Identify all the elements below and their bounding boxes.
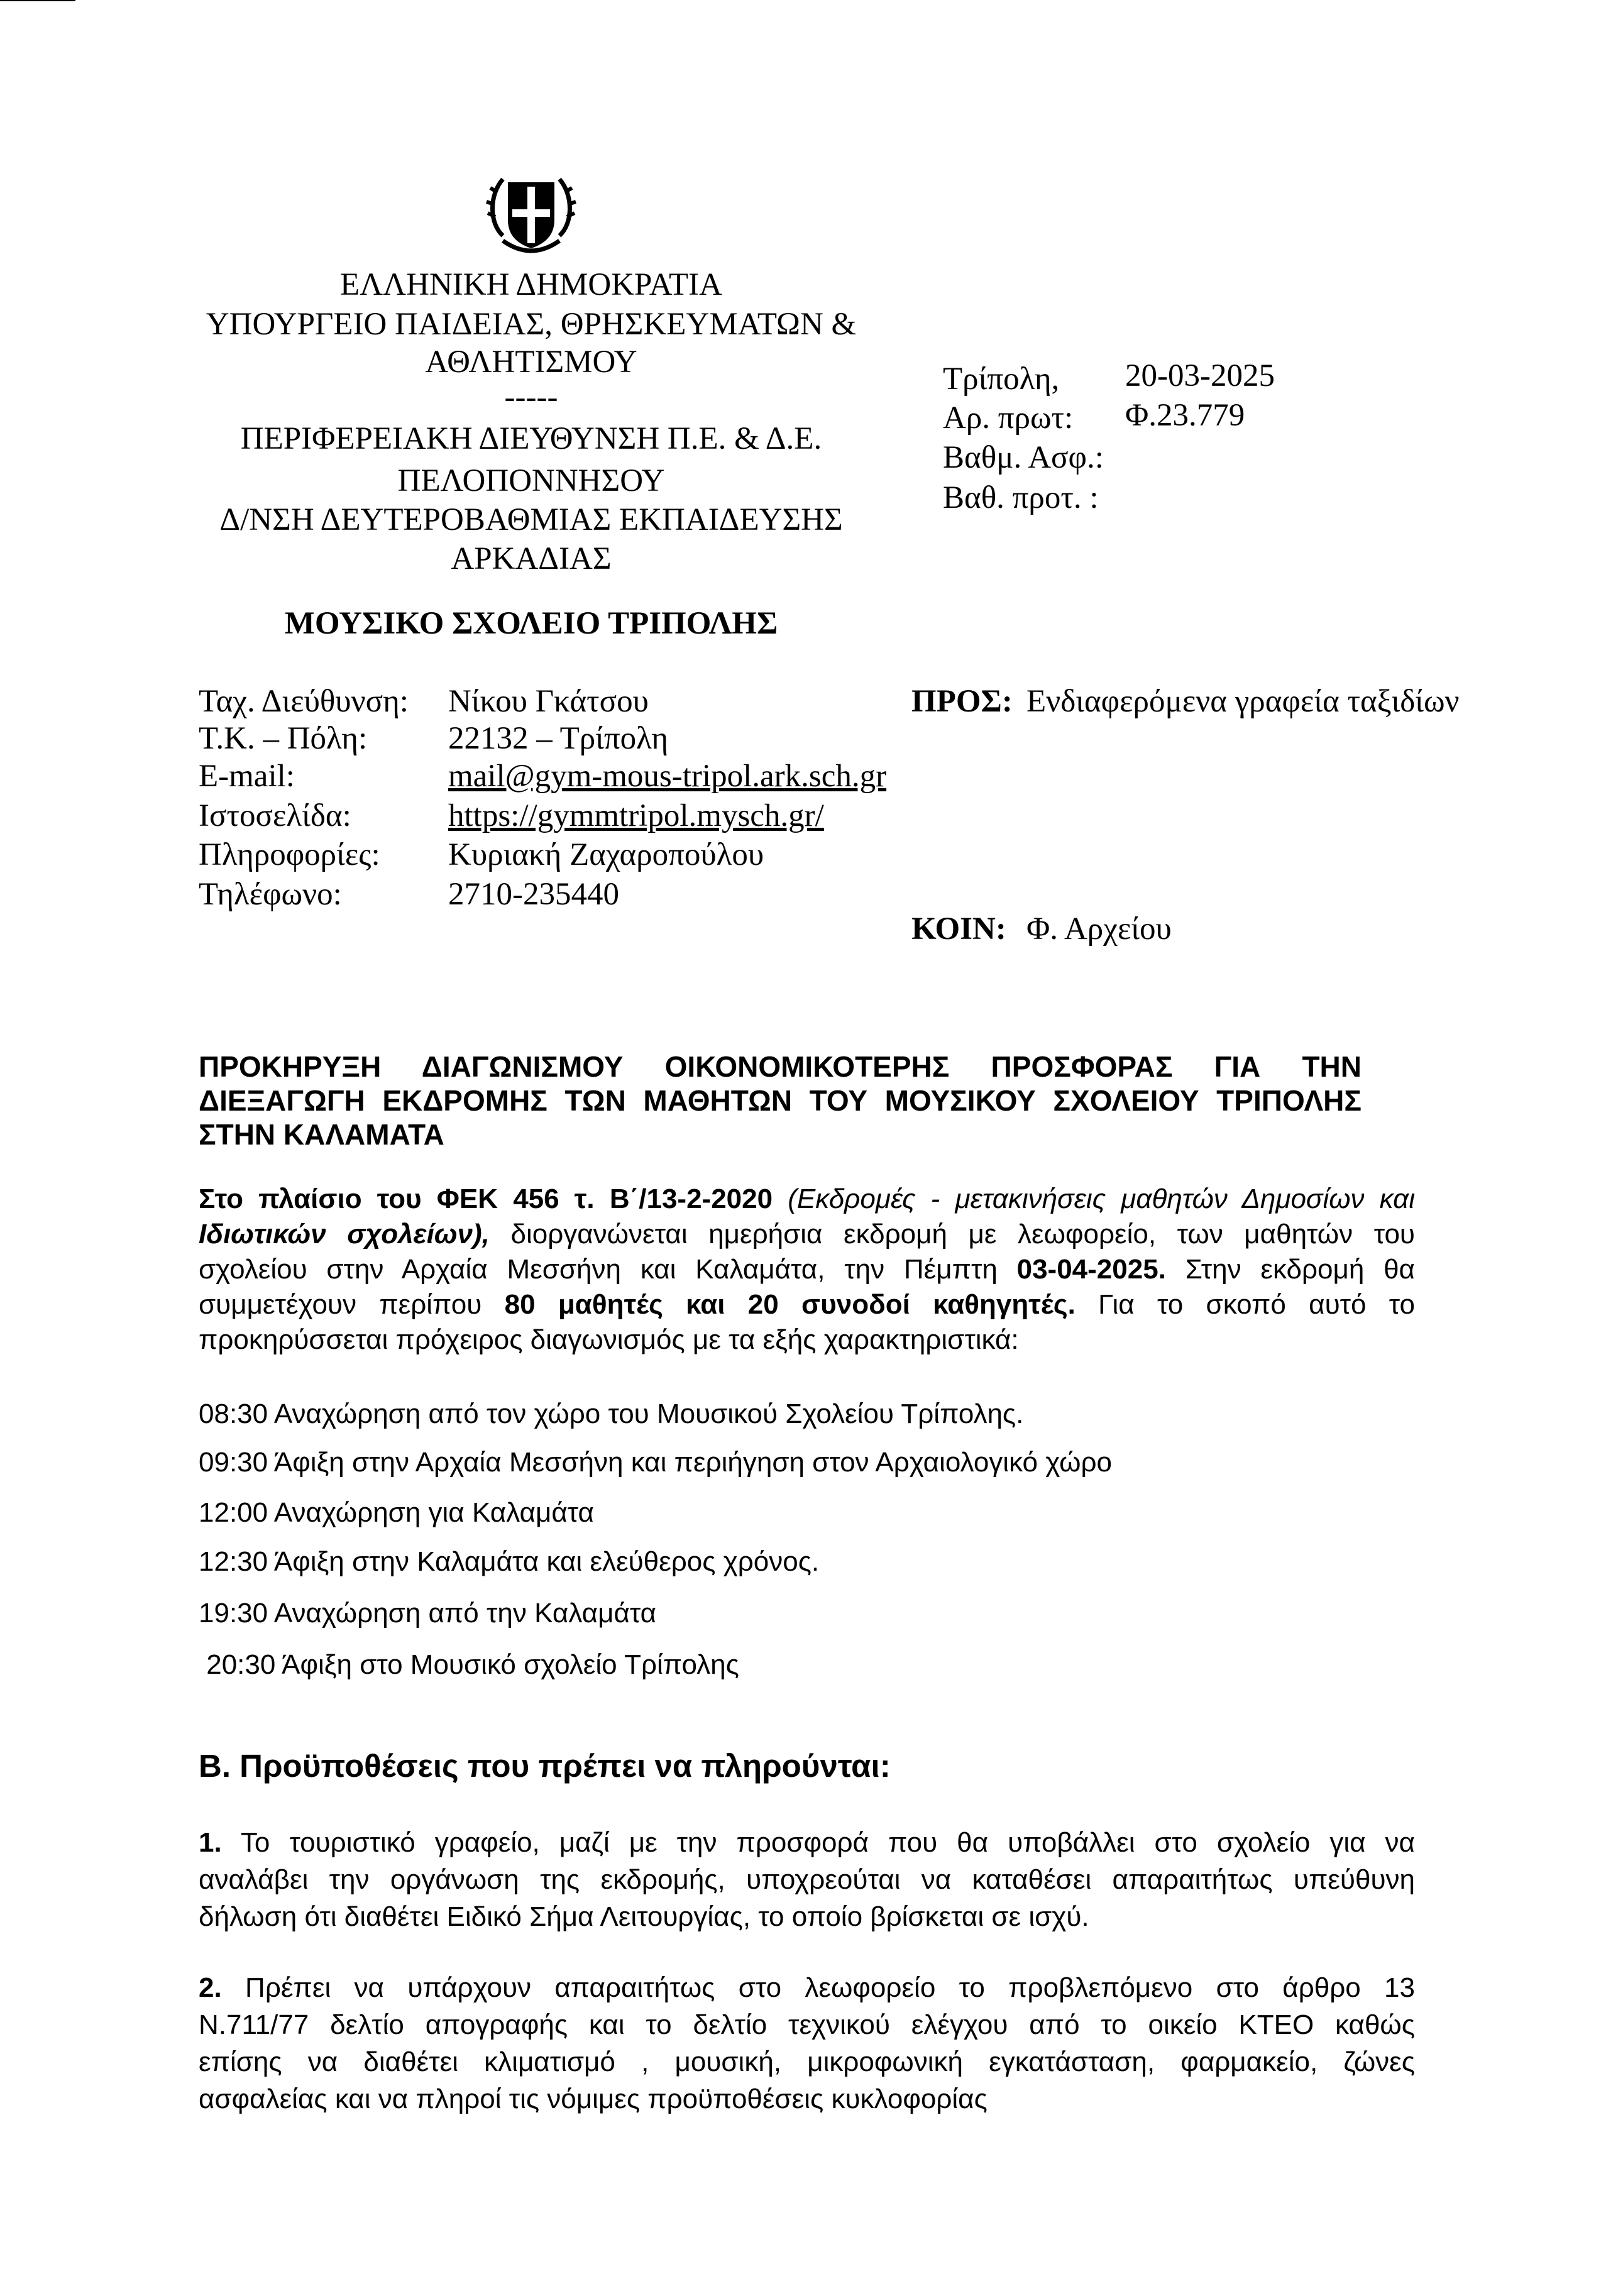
schedule-item: 20:30 Άφιξη στο Μουσικό σχολείο Τρίπολης <box>199 1649 739 1680</box>
to-label: ΠΡΟΣ: <box>911 684 1013 719</box>
to-value: Ενδιαφερόμενα γραφεία ταξιδίων <box>1026 684 1460 719</box>
security-label: Βαθμ. Ασφ.: <box>943 440 1104 475</box>
email-label: E-mail: <box>199 759 295 794</box>
intro-text-5: προκηρύσσεται πρόχειρος διαγωνισμός με τα εξής χαρακτηριστικά: <box>199 1324 1019 1355</box>
intro-paragraph <box>199 1182 1415 1358</box>
intro-gazette-title-2: Ιδιωτικών σχολείων), <box>199 1219 490 1250</box>
condition-item-2-line: ασφαλείας και να πληροί τις νόμιμες προϋποθέσεις κυκλοφορίας <box>199 2084 988 2114</box>
condition-item-2 <box>199 1969 1415 2117</box>
place-label: Τρίπολη, <box>943 361 1060 397</box>
intro-text-4b: Για το σκοπό αυτό το <box>1098 1289 1415 1320</box>
protocol-number: Φ.23.779 <box>1125 398 1245 433</box>
section-b-heading: Β. Προϋποθέσεις που πρέπει να πληρούνται: <box>199 1748 891 1784</box>
header-region-line2: ΠΕΛΟΠΟΝΝΗΣΟΥ <box>397 463 665 498</box>
condition-item-2-line: Ν.711/77 δελτίο απογραφής και το δελτίο τεχνικού ελέγχου από το οικείο ΚΤΕΟ καθώς <box>199 2009 1415 2040</box>
header-directorate-line2: ΑΡΚΑΔΙΑΣ <box>451 541 612 576</box>
intro-gazette-title-1: (Εκδρομές - μετακινήσεις μαθητών Δημοσίων και <box>788 1184 1415 1214</box>
address-value: Νίκου Γκάτσου <box>448 684 649 719</box>
title-line1: ΠΡΟΚΗΡΥΞΗ ΔΙΑΓΩΝΙΣΜΟΥ ΟΙΚΟΝΟΜΙΚΟΤΕΡΗΣ ΠΡΟΣΦΟΡΑΣ ΓΙΑ ΤΗΝ <box>199 1050 1362 1083</box>
website-label: Ιστοσελίδα: <box>199 798 351 833</box>
address-label: Ταχ. Διεύθυνση: <box>199 684 409 719</box>
school-name: ΜΟΥΣΙΚΟ ΣΧΟΛΕΙΟ ΤΡΙΠΟΛΗΣ <box>284 606 778 641</box>
header-ministry-line1: ΥΠΟΥΡΓΕΙΟ ΠΑΙΔΕΙΑΣ, ΘΡΗΣΚΕΥΜΑΤΩΝ & <box>206 307 857 342</box>
intro-text-3b: Στην εκδρομή θα <box>1185 1254 1415 1285</box>
condition-item-1-line: Το τουριστικό γραφείο, μαζί με την προσφορά που θα υποβάλλει στο σχολείο για να <box>240 1827 1415 1858</box>
schedule-item: 09:30 Άφιξη στην Αρχαία Μεσσήνη και περιήγηση στον Αρχαιολογικό χώρο <box>199 1447 1112 1478</box>
cc-label: ΚΟΙΝ: <box>911 911 1006 947</box>
condition-item-2-line: Πρέπει να υπάρχουν απαραιτήτως στο λεωφορείο το προβλεπόμενο στο άρθρο 13 <box>245 1972 1415 2003</box>
schedule-item: 08:30 Αναχώρηση από τον χώρο του Μουσικού Σχολείου Τρίπολης. <box>199 1398 1024 1429</box>
document-date: 20-03-2025 <box>1125 358 1275 393</box>
intro-gazette-ref: Στο πλαίσιο του ΦΕΚ 456 τ. Β΄/13-2-2020 <box>199 1184 773 1214</box>
email-link[interactable]: mail@gym-mous-tripol.ark.sch.gr <box>448 759 887 794</box>
intro-text-2: διοργανώνεται ημερήσια εκδρομή με λεωφορείο, των μαθητών του <box>510 1219 1415 1250</box>
condition-item-1-line: δήλωση ότι διαθέτει Ειδικό Σήμα Λειτουργίας, το οποίο βρίσκεται σε ισχύ. <box>199 1901 1089 1932</box>
condition-item-2-number: 2. <box>199 1972 222 2003</box>
cc-value: Φ. Αρχείου <box>1026 911 1172 947</box>
title-line3: ΣΤΗΝ ΚΑΛΑΜΑΤΑ <box>199 1118 444 1151</box>
participants: 80 μαθητές και 20 συνοδοί καθηγητές. <box>504 1289 1076 1320</box>
condition-item-1 <box>199 1824 1415 1935</box>
title-line2: ΔΙΕΞΑΓΩΓΗ ΕΚΔΡΟΜΗΣ ΤΩΝ ΜΑΘΗΤΩΝ ΤΟΥ ΜΟΥΣΙΚΟΥ ΣΧΟΛΕΙΟΥ ΤΡΙΠΟΛΗΣ <box>199 1084 1362 1117</box>
schedule-item: 12:30 Άφιξη στην Καλαμάτα και ελεύθερος χρόνος. <box>199 1546 820 1577</box>
intro-text-3a: σχολείου στην Αρχαία Μεσσήνη και Καλαμάτα, την Πέμπτη <box>199 1254 998 1285</box>
header-region-line1: ΠΕΡΙΦΕΡΕΙΑΚΗ ΔΙΕΥΘΥΝΣΗ Π.Ε. & Δ.Ε. <box>240 421 822 456</box>
greek-coat-of-arms-logo <box>484 160 578 264</box>
condition-item-2-line: επίσης να διαθέτει κλιματισμό , μουσική, μικροφωνική εγκατάσταση, φαρμακείο, ζώνες <box>199 2046 1415 2077</box>
schedule-item: 19:30 Αναχώρηση από την Καλαμάτα <box>199 1598 657 1629</box>
phone-label: Τηλέφωνο: <box>199 877 342 912</box>
header-ministry-line2: ΑΘΛΗΤΙΣΜΟΥ <box>425 344 637 380</box>
info-value: Κυριακή Ζαχαροπούλου <box>448 837 764 872</box>
priority-label: Βαθ. προτ. : <box>943 480 1099 515</box>
header-country: ΕΛΛΗΝΙΚΗ ΔΗΜΟΚΡΑΤΙΑ <box>340 267 722 302</box>
trip-date: 03-04-2025. <box>1016 1254 1166 1285</box>
protocol-label: Αρ. πρωτ: <box>943 400 1074 436</box>
zip-label: Τ.Κ. – Πόλη: <box>199 721 368 756</box>
intro-text-4a: συμμετέχουν περίπου <box>199 1289 482 1320</box>
condition-item-1-number: 1. <box>199 1827 222 1858</box>
schedule-item: 12:00 Αναχώρηση για Καλαμάτα <box>199 1497 594 1528</box>
scan-edge-mark <box>0 0 75 1</box>
header-directorate-line1: Δ/ΝΣΗ ΔΕΥΤΕΡΟΒΑΘΜΙΑΣ ΕΚΠΑΙΔΕΥΣΗΣ <box>219 502 843 537</box>
condition-item-1-line: αναλάβει την οργάνωση της εκδρομής, υποχρεούται να καταθέσει απαραιτήτως υπεύθυνη <box>199 1864 1415 1895</box>
phone-value: 2710-235440 <box>448 877 619 912</box>
document-title <box>199 1050 1362 1151</box>
info-label: Πληροφορίες: <box>199 837 380 872</box>
website-link[interactable]: https://gymmtripol.mysch.gr/ <box>448 798 824 833</box>
header-separator: ----- <box>504 380 558 415</box>
zip-value: 22132 – Τρίπολη <box>448 721 669 756</box>
